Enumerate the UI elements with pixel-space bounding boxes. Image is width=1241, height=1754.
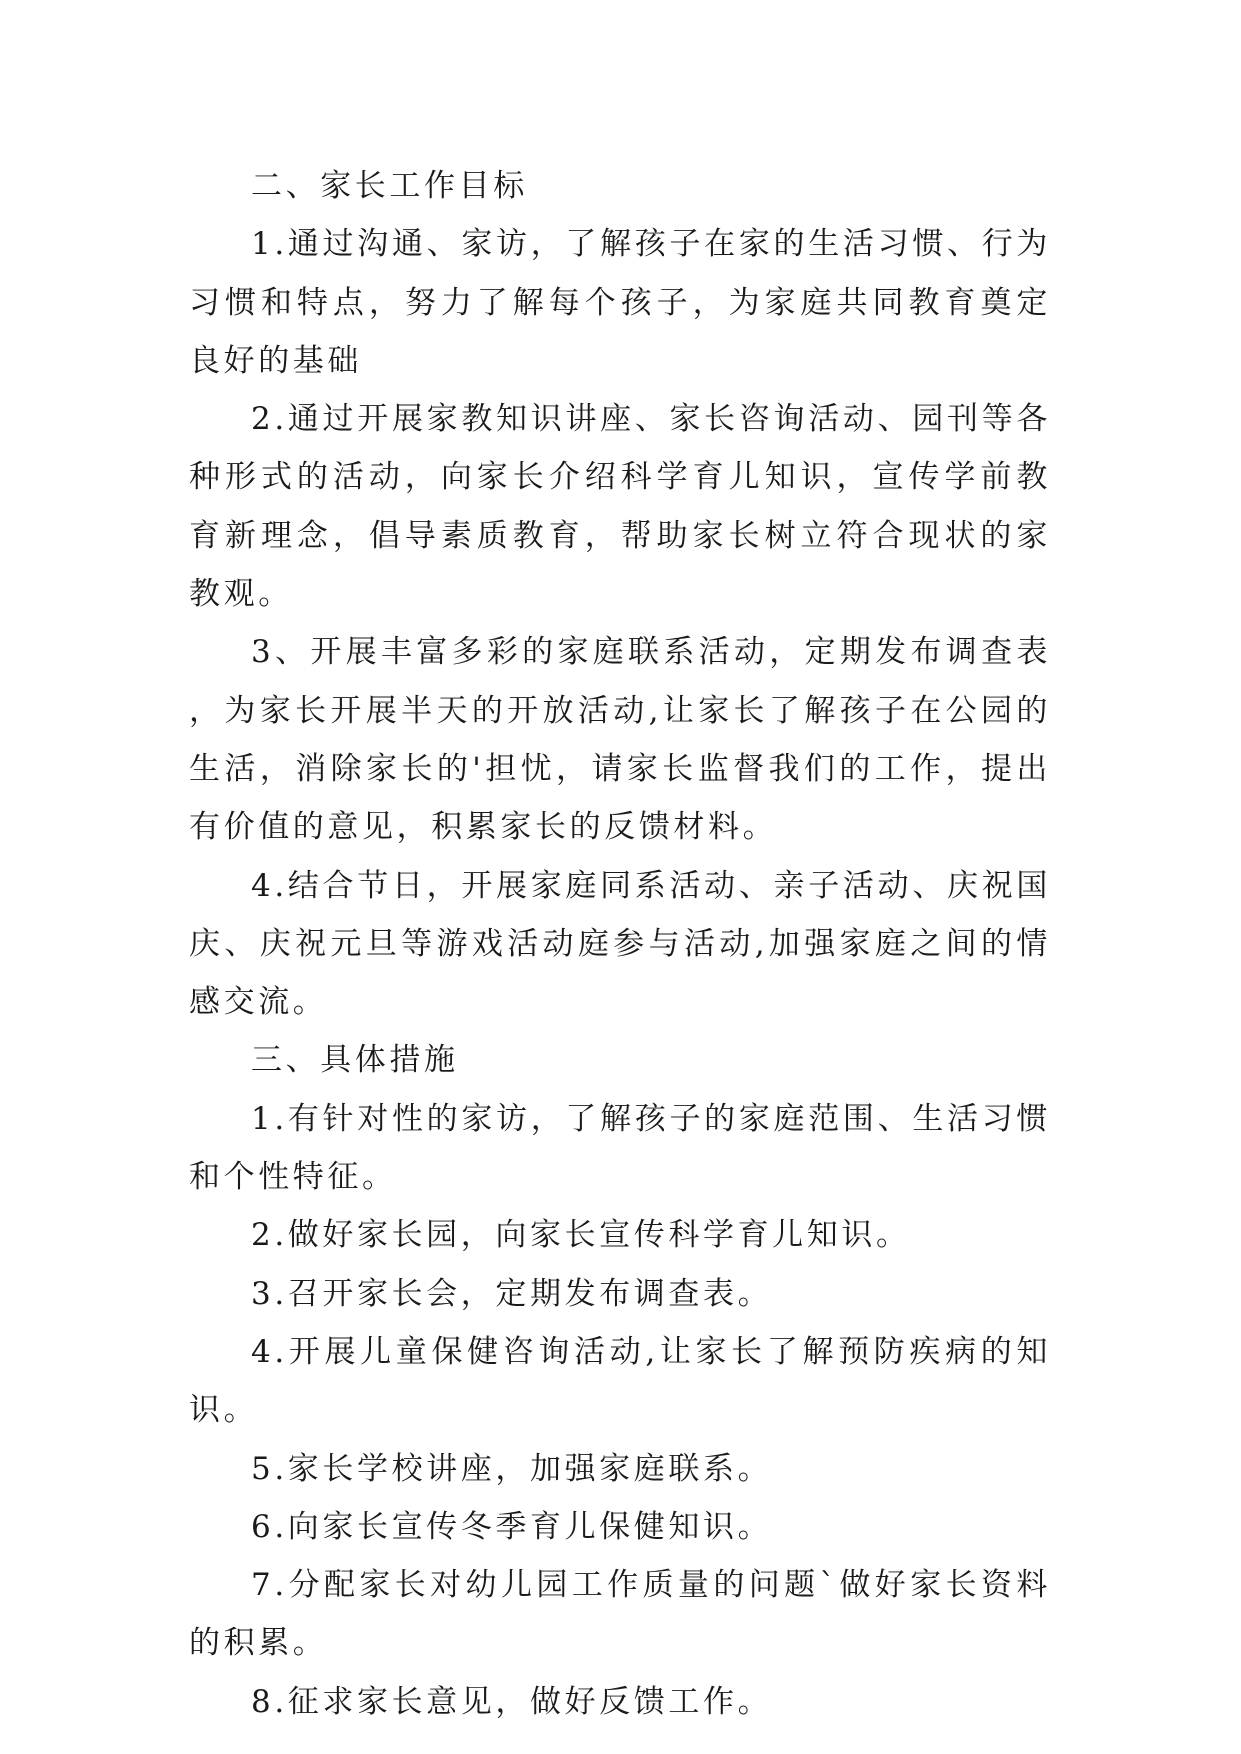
- goal-paragraph-1: 1.通过沟通、家访，了解孩子在家的生活习惯、行为习惯和特点，努力了解每个孩子，为家庭共同教育奠定良好的基础: [189, 226, 1051, 379]
- document-body: [189, 157, 1051, 1731]
- goal-paragraph-3: 3、开展丰富多彩的家庭联系活动，定期发布调查表，为家长开展半天的开放活动,让家长了解孩子在公园的生活，消除家长的'担忧，请家长监督我们的工作，提出有价值的意见，积累家长的反馈材料。: [189, 634, 1051, 846]
- measure-paragraph-7: 7.分配家长对幼儿园工作质量的问题`做好家长资料的积累。: [189, 1567, 1051, 1662]
- measure-paragraph-8: 8.征求家长意见，做好反馈工作。: [251, 1683, 773, 1720]
- measure-paragraph-1: 1.有针对性的家访，了解孩子的家庭范围、生活习惯和个性特征。: [189, 1100, 1051, 1196]
- measure-paragraph-2: 2.做好家长园，向家长宣传科学育儿知识。: [251, 1217, 911, 1254]
- section-heading-specific-measures: 三、具体措施: [251, 1042, 459, 1079]
- measure-paragraph-5: 5.家长学校讲座，加强家庭联系。: [251, 1450, 773, 1487]
- measure-paragraph-6: 6.向家长宣传冬季育儿保健知识。: [251, 1508, 773, 1545]
- measure-paragraph-3: 3.召开家长会，定期发布调查表。: [251, 1275, 773, 1312]
- goal-paragraph-2: 2.通过开展家教知识讲座、家长咨询活动、园刊等各种形式的活动，向家长介绍科学育儿知识，宣传学前教育新理念，倡导素质教育，帮助家长树立符合现状的家教观。: [189, 401, 1051, 613]
- section-heading-parent-work-goals: 二、家长工作目标: [251, 168, 528, 204]
- measure-paragraph-4: 4.开展儿童保健咨询活动,让家长了解预防疾病的知识。: [189, 1333, 1051, 1429]
- goal-paragraph-4: 4.结合节日，开展家庭同系活动、亲子活动、庆祝国庆、庆祝元旦等游戏活动庭参与活动,加强家庭之间的情感交流。: [189, 867, 1051, 1021]
